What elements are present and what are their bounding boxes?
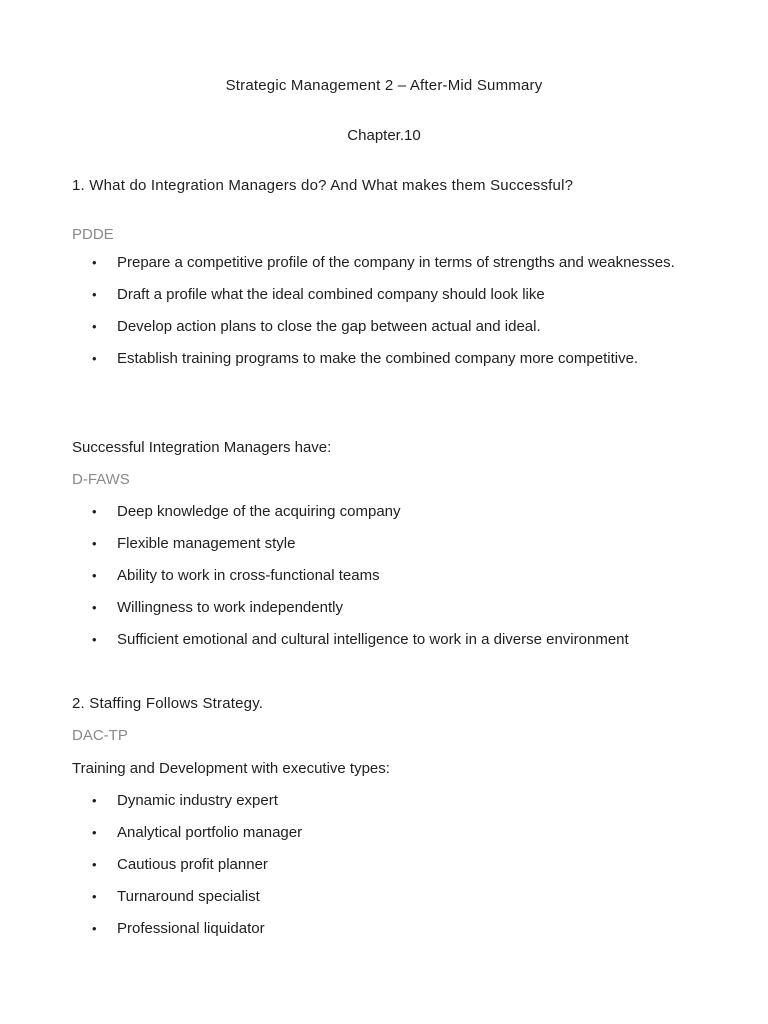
list-item <box>0 500 768 524</box>
section1-list <box>0 251 768 379</box>
bullet-icon: • <box>92 536 97 551</box>
list-item-text: Develop action plans to close the gap between actual and ideal. <box>117 318 541 335</box>
bullet-icon: • <box>92 504 97 519</box>
list-item-text: Ability to work in cross-functional teams <box>117 567 380 584</box>
list-item <box>0 885 768 909</box>
list-item-text: Professional liquidator <box>117 920 265 937</box>
list-item-text: Deep knowledge of the acquiring company <box>117 503 401 520</box>
list-item-text: Analytical portfolio manager <box>117 824 303 841</box>
list-item-text: Willingness to work independently <box>117 599 343 616</box>
successful-intro: Successful Integration Managers have: <box>72 439 332 456</box>
bullet-icon: • <box>92 351 97 366</box>
bullet-icon: • <box>92 632 97 647</box>
list-item <box>0 821 768 845</box>
section2-list <box>0 789 768 949</box>
list-item <box>0 917 768 941</box>
list-item <box>0 347 768 371</box>
list-item-text: Sufficient emotional and cultural intelligence to work in a diverse environment <box>117 631 629 648</box>
bullet-icon: • <box>92 600 97 615</box>
list-item <box>0 596 768 620</box>
section2-acronym: DAC-TP <box>72 727 128 744</box>
successful-list <box>0 500 768 660</box>
successful-acronym: D-FAWS <box>72 471 130 488</box>
list-item <box>0 251 768 275</box>
section1-acronym: PDDE <box>72 226 114 243</box>
bullet-icon: • <box>92 889 97 904</box>
bullet-icon: • <box>92 568 97 583</box>
section2-intro: Training and Development with executive types: <box>72 760 390 777</box>
section1-heading: 1. What do Integration Managers do? And What makes them Successful? <box>72 177 574 194</box>
list-item <box>0 564 768 588</box>
section2-heading: 2. Staffing Follows Strategy. <box>72 695 264 712</box>
list-item <box>0 315 768 339</box>
list-item <box>0 532 768 556</box>
bullet-icon: • <box>92 857 97 872</box>
list-item-text: Flexible management style <box>117 535 296 552</box>
chapter-label: Chapter.10 <box>347 127 421 144</box>
bullet-icon: • <box>92 921 97 936</box>
bullet-icon: • <box>92 255 97 270</box>
list-item-text: Cautious profit planner <box>117 856 268 873</box>
bullet-icon: • <box>92 319 97 334</box>
list-item-text: Turnaround specialist <box>117 888 260 905</box>
list-item-text: Dynamic industry expert <box>117 792 278 809</box>
list-item <box>0 628 768 652</box>
list-item-text: Prepare a competitive profile of the company in terms of strengths and weaknesses. <box>117 254 675 271</box>
bullet-icon: • <box>92 287 97 302</box>
bullet-icon: • <box>92 793 97 808</box>
list-item <box>0 853 768 877</box>
list-item-text: Establish training programs to make the combined company more competitive. <box>117 350 639 367</box>
list-item <box>0 283 768 307</box>
list-item <box>0 789 768 813</box>
bullet-icon: • <box>92 825 97 840</box>
document-title: Strategic Management 2 – After-Mid Summary <box>225 77 543 94</box>
list-item-text: Draft a profile what the ideal combined company should look like <box>117 286 545 303</box>
